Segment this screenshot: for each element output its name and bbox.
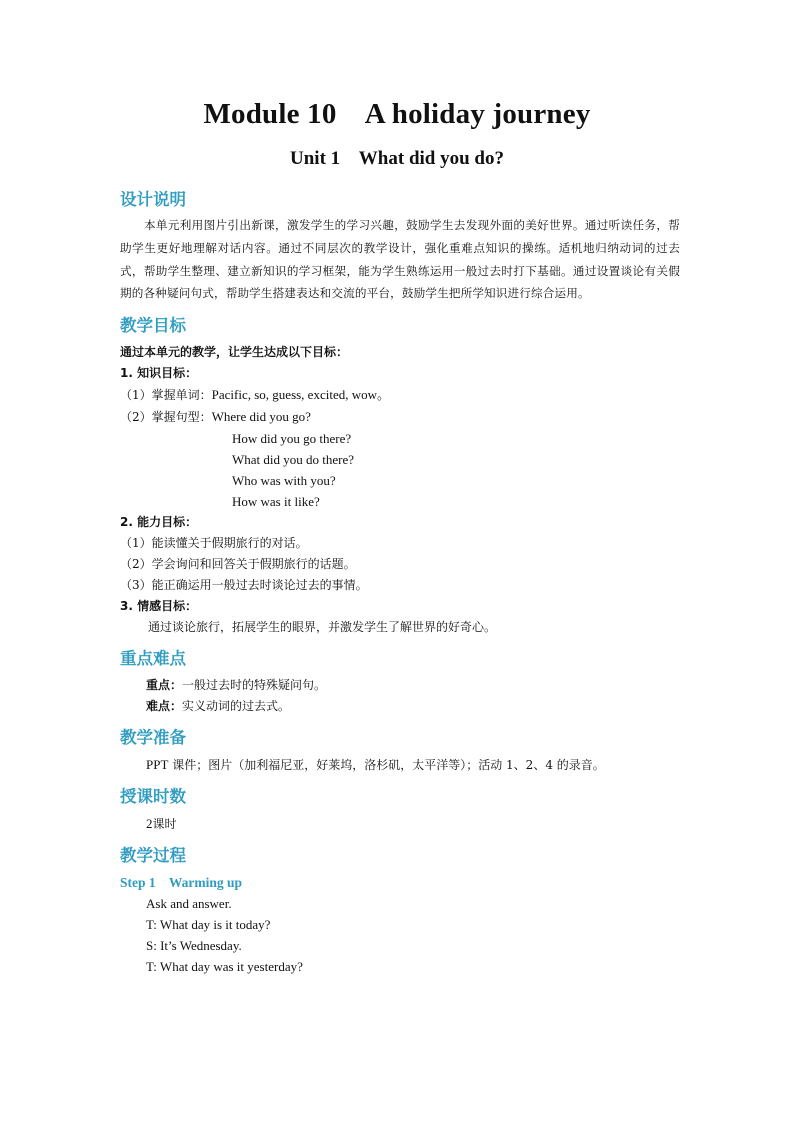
prep-ppt: PPT — [146, 757, 169, 773]
hours-unit: 课时 — [152, 817, 177, 832]
dialogue-line: T: What day is it today? — [146, 917, 271, 933]
dialogue-line: S: It’s Wednesday. — [146, 938, 242, 954]
prep-materials: 课件；图片（加利福尼亚，好莱坞，洛杉矶，太平洋等）；活动 1、2、4 的录音。 — [172, 758, 605, 773]
knowledge-goal-words-label: （1）掌握单词： — [120, 388, 212, 403]
knowledge-goal-sentences — [120, 406, 680, 428]
design-paragraph: 本单元利用图片引出新课，激发学生的学习兴趣，鼓励学生去发现外面的美好世界。通过听读任务，帮助学生更好地理解对话内容。通过不同层次的教学设计，强化重难点知识的操练。适机地归纳动词的过去式，帮助学生整理、建立新知识的学习框架，能为学生熟练运用一般过去时打下基础。通过设置谈论有关假期的各种疑问句式，帮助学生搭建表达和交流的平台，鼓励学生把所学知识进行综合运用。 — [120, 218, 680, 301]
section-heading-hours: 授课时数 — [120, 787, 186, 807]
document-body — [120, 188, 680, 977]
difficult-point-label: 难点： — [146, 699, 183, 714]
section-heading-design: 设计说明 — [120, 190, 186, 209]
hours-count: 2 — [146, 816, 153, 832]
knowledge-goal-sentences-label: （2）掌握句型： — [120, 410, 212, 425]
step-1-heading: Step 1 Warming up — [120, 875, 243, 891]
section-heading-keypoints: 重点难点 — [120, 649, 186, 669]
sentence-pattern: Who was with you? — [232, 473, 336, 489]
difficult-point — [120, 696, 680, 717]
key-point-text: 一般过去时的特殊疑问句。 — [182, 678, 327, 693]
knowledge-goals-heading: 1. 知识目标： — [120, 366, 198, 381]
dialogue-line: T: What day was it yesterday? — [146, 959, 303, 975]
knowledge-goal-words — [120, 384, 680, 406]
section-heading-goals: 教学目标 — [120, 316, 186, 336]
goals-intro: 通过本单元的教学，让学生达成以下目标： — [120, 345, 349, 360]
prep-text — [120, 754, 680, 776]
ability-goal-item: （1）能读懂关于假期旅行的对话。 — [120, 536, 308, 551]
knowledge-goal-words-text: Pacific, so, guess, excited, wow。 — [211, 387, 390, 403]
document-subtitle: Unit 1 What did you do? — [290, 148, 504, 169]
document-title: Module 10 A holiday journey — [203, 98, 591, 130]
sentence-pattern: What did you do there? — [232, 452, 355, 468]
section-heading-prep: 教学准备 — [120, 728, 186, 748]
sentence-pattern: How did you go there? — [232, 431, 352, 447]
ability-goal-item: （2）学会询问和回答关于假期旅行的话题。 — [120, 557, 356, 572]
sentence-pattern: How was it like? — [232, 494, 320, 510]
ability-goals-heading: 2. 能力目标： — [120, 515, 198, 530]
sentence-pattern: Where did you go? — [211, 409, 311, 425]
key-point — [120, 675, 680, 696]
key-point-label: 重点： — [146, 678, 183, 693]
section-heading-process: 教学过程 — [120, 846, 186, 866]
ability-goal-item: （3）能正确运用一般过去时谈论过去的事情。 — [120, 578, 368, 593]
emotion-goals-heading: 3. 情感目标： — [120, 599, 198, 614]
hours-text — [120, 813, 680, 835]
emotion-goal-text: 通过谈论旅行，拓展学生的眼界，并激发学生了解世界的好奇心。 — [148, 620, 497, 635]
difficult-point-text: 实义动词的过去式。 — [182, 699, 291, 714]
dialogue-line: Ask and answer. — [146, 896, 232, 912]
